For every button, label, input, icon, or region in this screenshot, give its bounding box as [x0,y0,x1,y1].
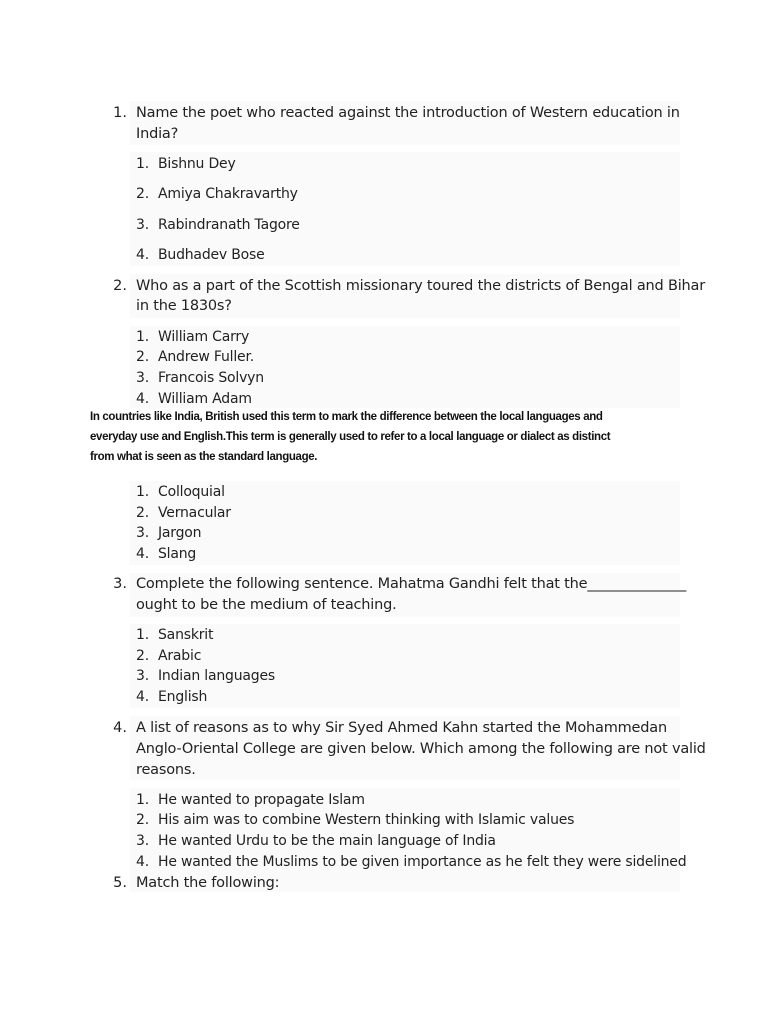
option-text: Jargon [158,525,202,541]
option-text: Bishnu Dey [158,156,236,172]
answer-option [120,482,225,502]
option-text: Vernacular [158,505,231,521]
option-text: William Carry [158,329,250,345]
answer-option [120,666,275,686]
option-text: Amiya Chakravarthy [158,186,298,202]
option-text: Andrew Fuller. [158,349,254,365]
option-number: 4. [136,689,149,705]
option-text: Indian languages [158,668,275,684]
option-number: 3. [136,370,149,386]
option-text: His aim was to combine Western thinking with Islamic values [158,812,575,828]
paragraph-line: In countries like India, British used this term to mark the difference between the local languages and [90,411,603,423]
question-paragraph [90,407,670,467]
answer-option [120,245,265,265]
option-text: Arabic [158,648,202,664]
option-number: 1. [136,329,149,345]
option-text: He wanted Urdu to be the main language of India [158,833,496,849]
answer-option [120,368,264,388]
question-number: 3. [113,576,127,592]
question-number: 1. [113,105,127,121]
question-text-line: A list of reasons as to why Sir Syed Ahmed Kahn started the Mohammedan [136,720,667,736]
question-text-line: in the 1830s? [136,298,232,314]
question-number: 5. [113,875,127,891]
option-number: 4. [136,247,149,263]
question-text-line: Complete the following sentence. Mahatma Gandhi felt that the______________ [136,576,687,592]
answer-option [120,184,298,204]
option-number: 4. [136,546,149,562]
paragraph-line: everyday use and English.This term is generally used to refer to a local language or dialect as distinct [90,431,611,443]
option-text: Rabindranath Tagore [158,217,300,233]
option-text: Sanskrit [158,627,214,643]
option-number: 2. [136,349,149,365]
option-number: 2. [136,186,149,202]
option-number: 3. [136,833,149,849]
answer-option [120,790,365,810]
answer-option [120,810,574,830]
option-text: Budhadev Bose [158,247,265,263]
question-text-line: Name the poet who reacted against the introduction of Western education in [136,105,680,121]
option-number: 2. [136,812,149,828]
option-number: 2. [136,648,149,664]
option-text: Colloquial [158,484,225,500]
answer-option [120,523,201,543]
answer-option [120,327,249,347]
answer-option [120,347,254,367]
answer-option [120,154,236,174]
question-text-line: Anglo-Oriental College are given below. Which among the following are not valid [136,741,706,757]
option-number: 3. [136,668,149,684]
question-number: 4. [113,720,127,736]
question-text-line: reasons. [136,762,196,778]
option-number: 3. [136,525,149,541]
answer-option [120,389,252,409]
answer-option [120,544,196,564]
option-number: 1. [136,627,149,643]
answer-option [120,687,207,707]
option-text: English [158,689,208,705]
question-text-line: India? [136,126,179,142]
answer-option [120,831,496,851]
option-text: Francois Solvyn [158,370,264,386]
option-number: 1. [136,484,149,500]
question-text-line: Who as a part of the Scottish missionary toured the districts of Bengal and Bihar [136,278,705,294]
answer-option [120,215,300,235]
option-text: He wanted the Muslims to be given importance as he felt they were sidelined [158,854,687,870]
option-number: 2. [136,505,149,521]
question-text-line: Match the following: [136,875,280,891]
answer-option [120,646,201,666]
option-number: 4. [136,391,149,407]
option-number: 4. [136,854,149,870]
option-number: 3. [136,217,149,233]
option-number: 1. [136,792,149,808]
option-text: William Adam [158,391,252,407]
answer-option [120,503,231,523]
answer-option [120,852,686,872]
paragraph-line: from what is seen as the standard language. [90,451,318,463]
question-text-line: ought to be the medium of teaching. [136,597,397,613]
option-text: He wanted to propagate Islam [158,792,365,808]
option-number: 1. [136,156,149,172]
option-text: Slang [158,546,197,562]
question-number: 2. [113,278,127,294]
answer-option [120,625,213,645]
